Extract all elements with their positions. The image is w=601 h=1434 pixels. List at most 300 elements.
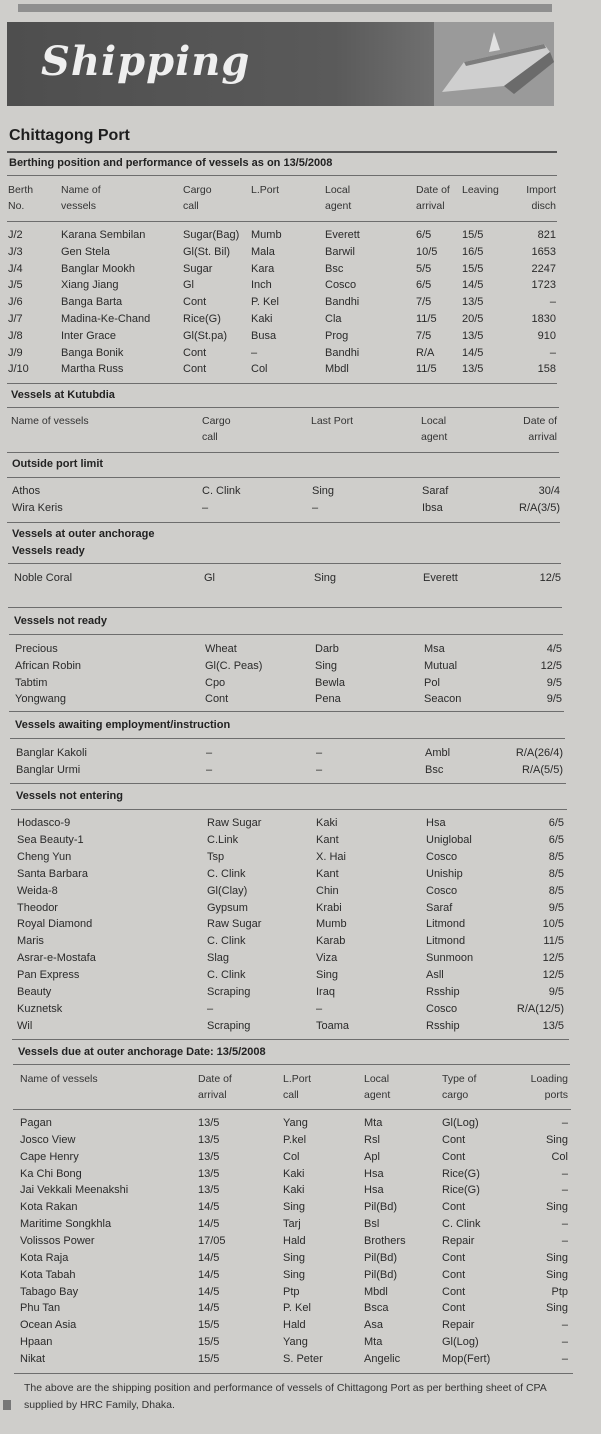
vessel-name: Hodasco-9 [17,817,71,829]
import-disch: – [549,296,556,309]
l-port: Col [251,363,268,376]
local-agent: Pil(Bd) [364,1251,398,1264]
table-row [0,916,601,932]
local-agent: Uniglobal [426,833,472,846]
port-title: Chittagong Port [9,127,130,144]
vessel-name: Karana Sembilan [61,229,146,241]
last-port: Sing [316,969,339,982]
leaving: 14/5 [462,279,484,292]
cargo-call: Sugar(Bag) [183,229,240,241]
leaving: 15/5 [462,229,484,241]
vessel-name: Santa Barbara [17,867,88,880]
divider [14,1373,573,1374]
divider [7,407,559,408]
cargo-call: – [207,1002,214,1015]
vessel-name: Theodor [17,901,58,914]
vessel-name: African Robin [15,659,82,672]
date-of-arrival: 13/5 [198,1117,220,1129]
shipping-banner [7,22,554,106]
vessel-name: Josco View [20,1133,76,1146]
local-agent: Mbdl [325,363,349,376]
last-port: Toama [316,1019,350,1032]
import-disch: 1723 [531,279,556,292]
type-of-cargo: C. Clink [442,1218,481,1231]
date-of-arrival-header: Date of arrival [416,184,450,212]
local-agent: Cosco [426,850,458,863]
local-agent: Asll [426,969,444,982]
date-of-arrival: 8/5 [548,884,564,897]
berth-no: J/5 [8,279,23,292]
table-row [0,984,601,1000]
cargo-call: Scraping [207,986,251,998]
date-of-arrival: R/A [416,346,435,359]
l-port: Kara [251,262,275,275]
vessel-name: Ka Chi Bong [20,1167,82,1180]
berthing-title: Berthing position and performance of vessels as on 13/5/2008 [9,157,333,169]
loading-ports: Sing [545,1201,568,1214]
last-port: Kant [316,867,339,880]
last-port: – [316,1002,323,1015]
l-port: Busa [251,329,277,342]
date-of-arrival: 12/5 [540,659,562,672]
type-of-cargo: Cont [442,1201,466,1214]
local-agent: Bsca [364,1302,389,1315]
vessel-name: Maris [17,935,44,948]
local-agent: Bandhi [325,346,360,359]
vessel-name: Cape Henry [20,1150,79,1163]
type-of-cargo: Repair [442,1234,475,1247]
cargo-call: Gl(St.pa) [183,329,228,342]
l-port-call: Kaki [283,1184,305,1197]
last-port: X. Hai [316,850,346,863]
table-row [0,1351,601,1367]
table-row [0,815,601,831]
l-port-call: Yang [283,1117,308,1129]
import-disch: 2247 [531,262,556,275]
date-of-arrival: 9/5 [548,986,564,998]
local-agent: Mta [364,1336,383,1349]
date-of-arrival: 11/5 [416,363,437,376]
date-of-arrival: 7/5 [416,296,432,309]
cargo-call: Gl [183,279,194,292]
l-port-call: Hald [283,1319,306,1332]
cargo-call: Rice(G) [183,313,221,325]
last-port: Kaki [316,817,338,829]
divider [7,175,557,176]
local-agent: Pol [424,676,440,689]
l-port-call: Tarj [283,1218,301,1231]
date-of-arrival: 12/5 [542,952,564,965]
import-disch: 158 [537,363,556,376]
loading-ports: Sing [545,1251,568,1264]
vessel-name: Banglar Kakoli [16,747,87,759]
local-agent: Everett [325,229,360,241]
awaiting-title: Vessels awaiting employment/instruction [15,719,231,731]
vessel-name: Wira Keris [12,501,63,514]
divider [8,563,561,564]
local-agent: Litmond [426,935,466,948]
table-row [0,967,601,983]
loading-ports: – [561,1117,568,1129]
vessel-name: Pan Express [17,969,80,982]
date-of-arrival: 14/5 [198,1285,220,1298]
divider [7,477,560,478]
vessel-name: Banga Barta [61,296,123,309]
date-of-arrival: R/A(3/5) [519,501,560,514]
leaving: 20/5 [462,313,484,325]
last-port: Chin [316,884,339,897]
loading-ports: Ptp [551,1285,568,1298]
local-agent: Cosco [426,1002,458,1015]
vessel-name: Yongwang [15,693,66,706]
table-row [0,361,601,377]
divider [11,809,567,810]
last-port: Bewla [315,676,345,689]
berth-no: J/10 [8,363,29,376]
vessel-name: Banglar Urmi [16,763,81,776]
vessel-name: Maritime Songkhla [20,1218,112,1231]
table-row [0,832,601,848]
last-port-header: Last Port [311,415,354,427]
divider [10,738,565,739]
vessel-name: Precious [15,643,58,655]
cargo-call: C. Clink [207,935,246,948]
vessel-name: Kota Tabah [20,1268,76,1281]
table-row [0,1132,601,1148]
vessel-name-header: Name of vessels [20,1073,98,1085]
last-port: – [316,747,323,759]
date-of-arrival: 15/5 [198,1319,220,1332]
table-row [0,500,601,516]
cargo-call: C. Clink [207,969,246,982]
vessel-name: Weida-8 [17,884,58,897]
leaving: 13/5 [462,296,484,309]
last-port: Krabi [316,901,342,914]
leaving-header: Leaving [462,184,499,196]
table-row [0,849,601,865]
divider [8,607,562,608]
berth-no: J/7 [8,313,23,325]
table-row [0,311,601,327]
loading-ports: – [561,1234,568,1247]
import-disch: 910 [537,329,556,342]
cargo-call: Raw Sugar [207,918,262,931]
date-of-arrival: 5/5 [416,262,432,275]
loading-ports: – [561,1184,568,1197]
leaving: 13/5 [462,329,484,342]
table-row [0,933,601,949]
table-row [0,1250,601,1266]
local-agent-header: Local agent [325,184,352,212]
l-port: Mala [251,245,275,258]
not-entering-title: Vessels not entering [16,790,123,802]
vessel-name: Volissos Power [20,1234,95,1247]
cargo-call: Gl [204,572,215,584]
loading-ports-header: Loading ports [530,1073,568,1101]
date-of-arrival: 13/5 [198,1184,220,1197]
date-of-arrival: 14/5 [198,1268,220,1281]
table-row [0,1199,601,1215]
vessel-name: Gen Stela [61,245,110,258]
cargo-call: Gl(St. Bil) [183,245,231,258]
date-of-arrival: 10/5 [416,245,438,258]
type-of-cargo: Mop(Fert) [442,1352,491,1365]
date-of-arrival: 14/5 [198,1302,220,1315]
banner-title: Shipping [41,38,251,85]
table-row [0,762,601,778]
cargo-call: C. Clink [202,485,241,497]
last-port: Viza [316,952,338,965]
not-ready-title: Vessels not ready [14,615,107,627]
date-of-arrival: 13/5 [198,1167,220,1180]
last-port: Darb [315,643,339,655]
l-port-call-header: L.Port call [283,1073,312,1101]
berth-no: J/8 [8,329,23,342]
cargo-call: C. Clink [207,867,246,880]
cargo-call: Scraping [207,1019,251,1032]
date-of-arrival: R/A(5/5) [522,763,563,776]
table-row [0,1233,601,1249]
table-row [0,641,601,657]
date-of-arrival: 15/5 [198,1336,220,1349]
vessel-name: Inter Grace [61,329,117,342]
local-agent: Ibsa [422,501,443,514]
vessel-name: Kuznetsk [17,1002,63,1015]
vessel-name-header: Name of vessels [61,184,101,212]
type-of-cargo: Repair [442,1319,475,1332]
date-of-arrival: 7/5 [416,329,432,342]
local-agent: Mta [364,1117,383,1129]
l-port-call: Sing [283,1251,306,1264]
local-agent: Hsa [426,817,446,829]
vessel-name: Madina-Ke-Chand [61,313,151,325]
date-of-arrival: 13/5 [198,1133,220,1146]
local-agent: Mutual [424,659,458,672]
berth-no: J/2 [8,229,23,241]
date-of-arrival: 11/5 [543,935,564,948]
table-row [0,277,601,293]
date-of-arrival: 6/5 [416,279,432,292]
local-agent: Everett [423,572,458,584]
l-port: Kaki [251,313,273,325]
local-agent: Bandhi [325,296,360,309]
table-row [0,691,601,707]
last-port: Iraq [316,986,335,998]
date-of-arrival: 12/5 [539,572,561,584]
date-of-arrival: 15/5 [198,1352,220,1365]
due-title: Vessels due at outer anchorage Date: 13/5/2008 [18,1046,266,1058]
vessel-name: Sea Beauty-1 [17,833,84,846]
loading-ports: Sing [545,1268,568,1281]
berth-no: J/4 [8,262,23,275]
table-row [0,1018,601,1034]
l-port-call: Sing [283,1268,306,1281]
local-agent: Sunmoon [426,952,474,965]
divider [9,711,564,712]
table-row [0,1300,601,1316]
l-port-header: L.Port [251,184,280,196]
divider [13,1064,570,1065]
cargo-call: Cont [205,693,229,706]
loading-ports: – [561,1352,568,1365]
local-agent: Cosco [325,279,357,292]
leaving: 15/5 [462,262,484,275]
date-of-arrival: R/A(26/4) [515,747,563,759]
local-agent: Mbdl [364,1285,388,1298]
vessel-name: Kota Raja [20,1251,69,1264]
berth-no: J/3 [8,245,23,258]
date-of-arrival: 14/5 [198,1251,220,1264]
date-of-arrival-header: Date of arrival [198,1073,232,1101]
loading-ports: – [561,1218,568,1231]
berth-no: J/9 [8,346,23,359]
table-row [0,1115,601,1131]
vessel-name-header: Name of vessels [11,415,89,427]
local-agent: Rsship [426,1019,460,1032]
date-of-arrival: 9/5 [548,901,564,914]
date-of-arrival: 4/5 [546,643,562,655]
table-row [0,1317,601,1333]
table-row [0,570,601,586]
cargo-call-header: Cargo call [202,415,231,443]
vessel-name: Tabago Bay [20,1285,79,1298]
ship-icon [434,22,554,106]
cargo-call: Cont [183,363,207,376]
table-row [0,244,601,260]
date-of-arrival: 14/5 [198,1201,220,1214]
last-port: Pena [315,693,341,706]
divider [10,783,566,784]
table-row [0,1182,601,1198]
cargo-call: – [206,747,213,759]
divider [7,221,557,222]
table-row [0,900,601,916]
footer-note: The above are the shipping position and performance of vessels of Chittagong Port as per berthing sheet of CPA supplied by HRC Family, Dhaka. [24,1382,547,1411]
outside-title: Outside port limit [12,458,104,470]
cargo-call: Sugar [183,262,213,275]
date-of-arrival: 13/5 [542,1019,564,1032]
l-port: Mumb [251,229,282,241]
local-agent: Asa [364,1319,383,1332]
date-of-arrival: 6/5 [416,229,432,241]
last-port: Karab [316,935,346,948]
vessel-name: Asrar-e-Mostafa [17,952,96,965]
l-port-call: S. Peter [283,1352,323,1365]
table-row [0,658,601,674]
type-of-cargo: Rice(G) [442,1184,480,1197]
table-row [0,1149,601,1165]
vessel-name: Cheng Yun [17,850,72,863]
last-port: Kant [316,833,339,846]
type-of-cargo: Cont [442,1285,466,1298]
local-agent: Litmond [426,918,466,931]
vessel-name: Noble Coral [14,572,73,584]
divider [7,151,557,153]
date-of-arrival: 11/5 [416,313,437,325]
date-of-arrival-header: Date of arrival [523,415,557,443]
local-agent-header: Local agent [364,1073,391,1101]
table-row [0,1284,601,1300]
last-port: – [316,763,323,776]
local-agent: Cosco [426,884,458,897]
date-of-arrival: 13/5 [198,1150,220,1163]
table-row [0,294,601,310]
local-agent-header: Local agent [421,415,448,443]
kutubdia-title: Vessels at Kutubdia [11,389,115,401]
vessel-name: Jai Vekkali Meenakshi [20,1184,129,1197]
last-port: Sing [312,485,335,497]
divider [13,1109,571,1110]
date-of-arrival: 10/5 [542,918,564,931]
cargo-call: Tsp [207,850,225,863]
table-row [0,950,601,966]
top-divider [18,4,552,12]
local-agent: Hsa [364,1184,384,1197]
local-agent: Uniship [426,867,463,880]
outer-title: Vessels at outer anchorage [12,528,155,540]
table-row [0,883,601,899]
date-of-arrival: 8/5 [548,850,564,863]
loading-ports: – [561,1167,568,1180]
local-agent: Hsa [364,1167,384,1180]
l-port-call: Hald [283,1234,306,1247]
vessel-name: Kota Rakan [20,1201,78,1214]
cargo-call: Gl(C. Peas) [205,659,263,672]
local-agent: Angelic [364,1352,401,1365]
table-row [0,483,601,499]
table-row [0,328,601,344]
vessel-name: Xiang Jiang [61,279,119,292]
loading-ports: – [561,1319,568,1332]
date-of-arrival: 14/5 [198,1218,220,1231]
vessel-name: Martha Russ [61,363,124,376]
local-agent: Bsc [325,262,344,275]
table-row [0,1001,601,1017]
import-disch-header: Import disch [526,184,556,212]
table-row [0,866,601,882]
import-disch: 821 [537,229,556,241]
date-of-arrival: R/A(12/5) [516,1002,564,1015]
local-agent: Ambl [425,747,451,759]
cargo-call: – [202,501,209,514]
cargo-call: C.Link [207,833,239,846]
leaving: 16/5 [462,245,484,258]
date-of-arrival: 12/5 [542,969,564,982]
vessel-name: Royal Diamond [17,918,93,931]
type-of-cargo: Gl(Log) [442,1117,479,1129]
vessel-name: Athos [12,485,41,497]
table-row [0,675,601,691]
loading-ports: Sing [545,1133,568,1146]
date-of-arrival: 30/4 [538,485,560,497]
table-row [0,1334,601,1350]
cargo-call: Raw Sugar [207,817,262,829]
import-disch: 1653 [531,245,556,258]
table-row [0,261,601,277]
ready-subtitle: Vessels ready [12,545,85,557]
date-of-arrival: 17/05 [198,1234,226,1247]
local-agent: Pil(Bd) [364,1268,398,1281]
margin-mark [3,1400,11,1410]
loading-ports: Sing [545,1302,568,1315]
date-of-arrival: 9/5 [546,676,562,689]
local-agent: Prog [325,329,349,342]
date-of-arrival: 6/5 [548,817,564,829]
l-port: P. Kel [251,296,279,309]
import-disch: 1830 [531,313,556,325]
divider [7,452,559,453]
local-agent: Saraf [422,485,449,497]
